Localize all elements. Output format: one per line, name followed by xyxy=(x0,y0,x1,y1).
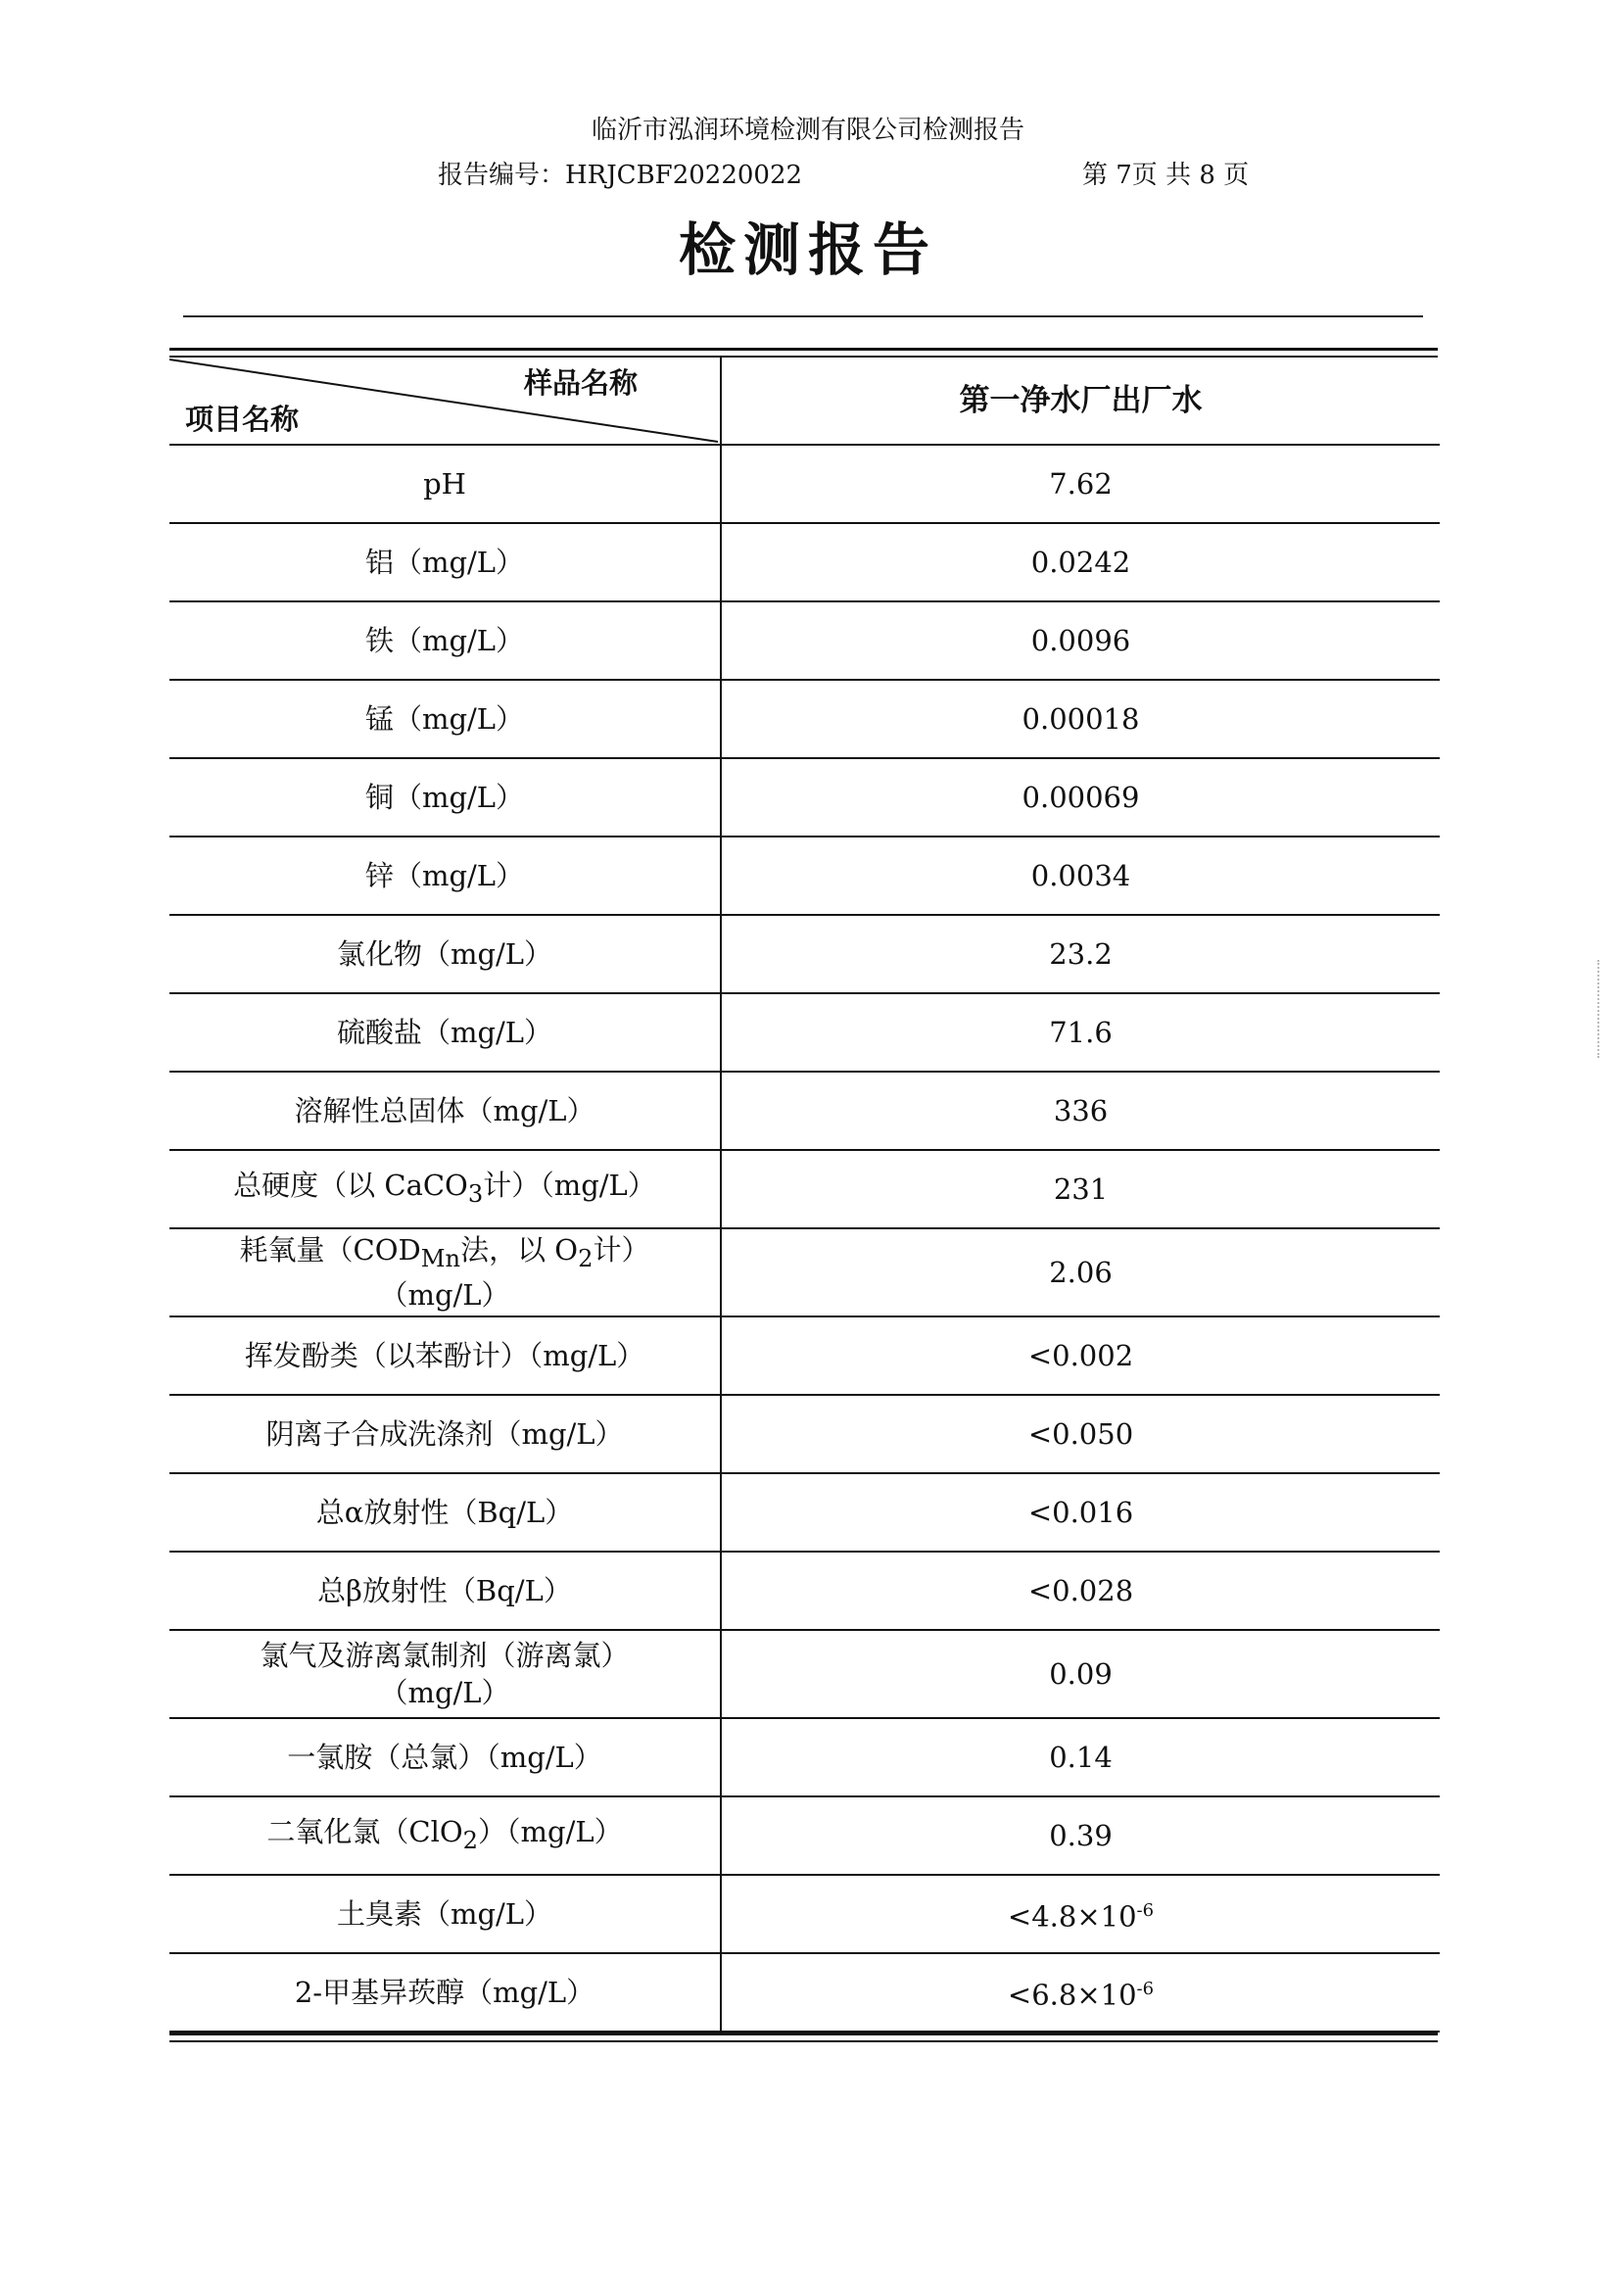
value-exponent: -6 xyxy=(1136,1979,1155,2000)
table-header-row xyxy=(169,358,1440,445)
item-label: 土臭素（mg/L） xyxy=(169,1875,721,1953)
item-label xyxy=(169,1630,721,1718)
item-value: 7.62 xyxy=(721,445,1440,523)
item-label xyxy=(169,1796,721,1875)
item-value: 2.06 xyxy=(721,1228,1440,1316)
label-text: 耗氧量（COD xyxy=(239,1232,421,1267)
item-value: 0.0242 xyxy=(721,523,1440,601)
scan-edge-marks xyxy=(1597,960,1603,1058)
results-table xyxy=(169,348,1438,2042)
table-row xyxy=(169,1072,1440,1150)
item-label: 硫酸盐（mg/L） xyxy=(169,993,721,1072)
label-text: 计）（mg/L） xyxy=(483,1168,656,1202)
item-label: 锰（mg/L） xyxy=(169,680,721,758)
item-value: <0.050 xyxy=(721,1395,1440,1473)
label-subscript: 3 xyxy=(467,1179,484,1208)
table-row xyxy=(169,1630,1440,1718)
label-text: 法，以 O xyxy=(460,1232,579,1267)
item-value: 0.00069 xyxy=(721,758,1440,837)
item-label: 总α放射性（Bq/L） xyxy=(169,1473,721,1552)
table-row xyxy=(169,680,1440,758)
item-label: 一氯胺（总氯）（mg/L） xyxy=(169,1718,721,1796)
table-row xyxy=(169,523,1440,601)
item-value xyxy=(721,1953,1440,2032)
item-name-label: 项目名称 xyxy=(185,403,300,436)
table-row xyxy=(169,1150,1440,1228)
table-row xyxy=(169,1875,1440,1953)
table-row xyxy=(169,837,1440,915)
table-row xyxy=(169,1718,1440,1796)
page-title: 检测报告 xyxy=(678,216,937,283)
item-label: 2-甲基异莰醇（mg/L） xyxy=(169,1953,721,2032)
table-row xyxy=(169,993,1440,1072)
company-report-heading: 临沂市泓润环境检测有限公司检测报告 xyxy=(591,116,1024,145)
item-value: 0.0096 xyxy=(721,601,1440,680)
item-value: 336 xyxy=(721,1072,1440,1150)
report-number: 报告编号：HRJCBF20220022 xyxy=(438,161,803,190)
label-subscript: 2 xyxy=(462,1826,479,1854)
label-text: 总硬度（以 CaCO xyxy=(233,1168,468,1202)
label-text: 二氧化氯（ClO xyxy=(266,1814,463,1848)
title-divider xyxy=(183,315,1423,317)
item-label: 溶解性总固体（mg/L） xyxy=(169,1072,721,1150)
item-label: 氯化物（mg/L） xyxy=(169,915,721,993)
table-bottom-border xyxy=(169,2033,1438,2042)
item-label xyxy=(169,1228,721,1316)
label-line: （mg/L） xyxy=(379,1278,510,1313)
label-line: （mg/L） xyxy=(379,1676,510,1709)
label-text: ）（mg/L） xyxy=(478,1814,623,1848)
item-value: 0.00018 xyxy=(721,680,1440,758)
item-value: <0.016 xyxy=(721,1473,1440,1552)
item-label xyxy=(169,1150,721,1228)
sample-name-label: 样品名称 xyxy=(524,366,639,400)
item-label: 阴离子合成洗涤剂（mg/L） xyxy=(169,1395,721,1473)
table-row xyxy=(169,1395,1440,1473)
item-value: <0.002 xyxy=(721,1316,1440,1395)
item-value: 71.6 xyxy=(721,993,1440,1072)
table-row xyxy=(169,601,1440,680)
item-value xyxy=(721,1875,1440,1953)
table-row xyxy=(169,915,1440,993)
table-row xyxy=(169,758,1440,837)
table-row xyxy=(169,1228,1440,1316)
item-label: 铝（mg/L） xyxy=(169,523,721,601)
item-value: 0.14 xyxy=(721,1718,1440,1796)
diagonal-header-cell xyxy=(169,358,721,445)
value-base: <4.8×10 xyxy=(1007,1899,1137,1934)
value-exponent: -6 xyxy=(1136,1900,1155,1922)
item-label: 铁（mg/L） xyxy=(169,601,721,680)
value-base: <6.8×10 xyxy=(1007,1978,1137,2012)
page-number: 第 7页 共 8 页 xyxy=(1082,161,1250,190)
table-row xyxy=(169,1473,1440,1552)
sample-name: 第一净水厂出厂水 xyxy=(721,358,1440,445)
item-label: 铜（mg/L） xyxy=(169,758,721,837)
item-value: 231 xyxy=(721,1150,1440,1228)
table-top-border xyxy=(169,348,1438,358)
label-line xyxy=(169,1231,720,1277)
item-value: 0.0034 xyxy=(721,837,1440,915)
item-label: 锌（mg/L） xyxy=(169,837,721,915)
item-value: 0.39 xyxy=(721,1796,1440,1875)
item-value: 0.09 xyxy=(721,1630,1440,1718)
table-row xyxy=(169,1953,1440,2032)
label-subscript: Mn xyxy=(420,1244,461,1272)
table-row xyxy=(169,1796,1440,1875)
item-value: <0.028 xyxy=(721,1552,1440,1630)
item-label: 总β放射性（Bq/L） xyxy=(169,1552,721,1630)
item-label: pH xyxy=(169,445,721,523)
item-value: 23.2 xyxy=(721,915,1440,993)
label-line: 氯气及游离氯制剂（游离氯） xyxy=(260,1639,630,1672)
label-text: 计） xyxy=(593,1232,650,1267)
label-subscript: 2 xyxy=(578,1244,594,1272)
table-row xyxy=(169,1552,1440,1630)
table-row xyxy=(169,1316,1440,1395)
table-row xyxy=(169,445,1440,523)
item-label: 挥发酚类（以苯酚计）（mg/L） xyxy=(169,1316,721,1395)
